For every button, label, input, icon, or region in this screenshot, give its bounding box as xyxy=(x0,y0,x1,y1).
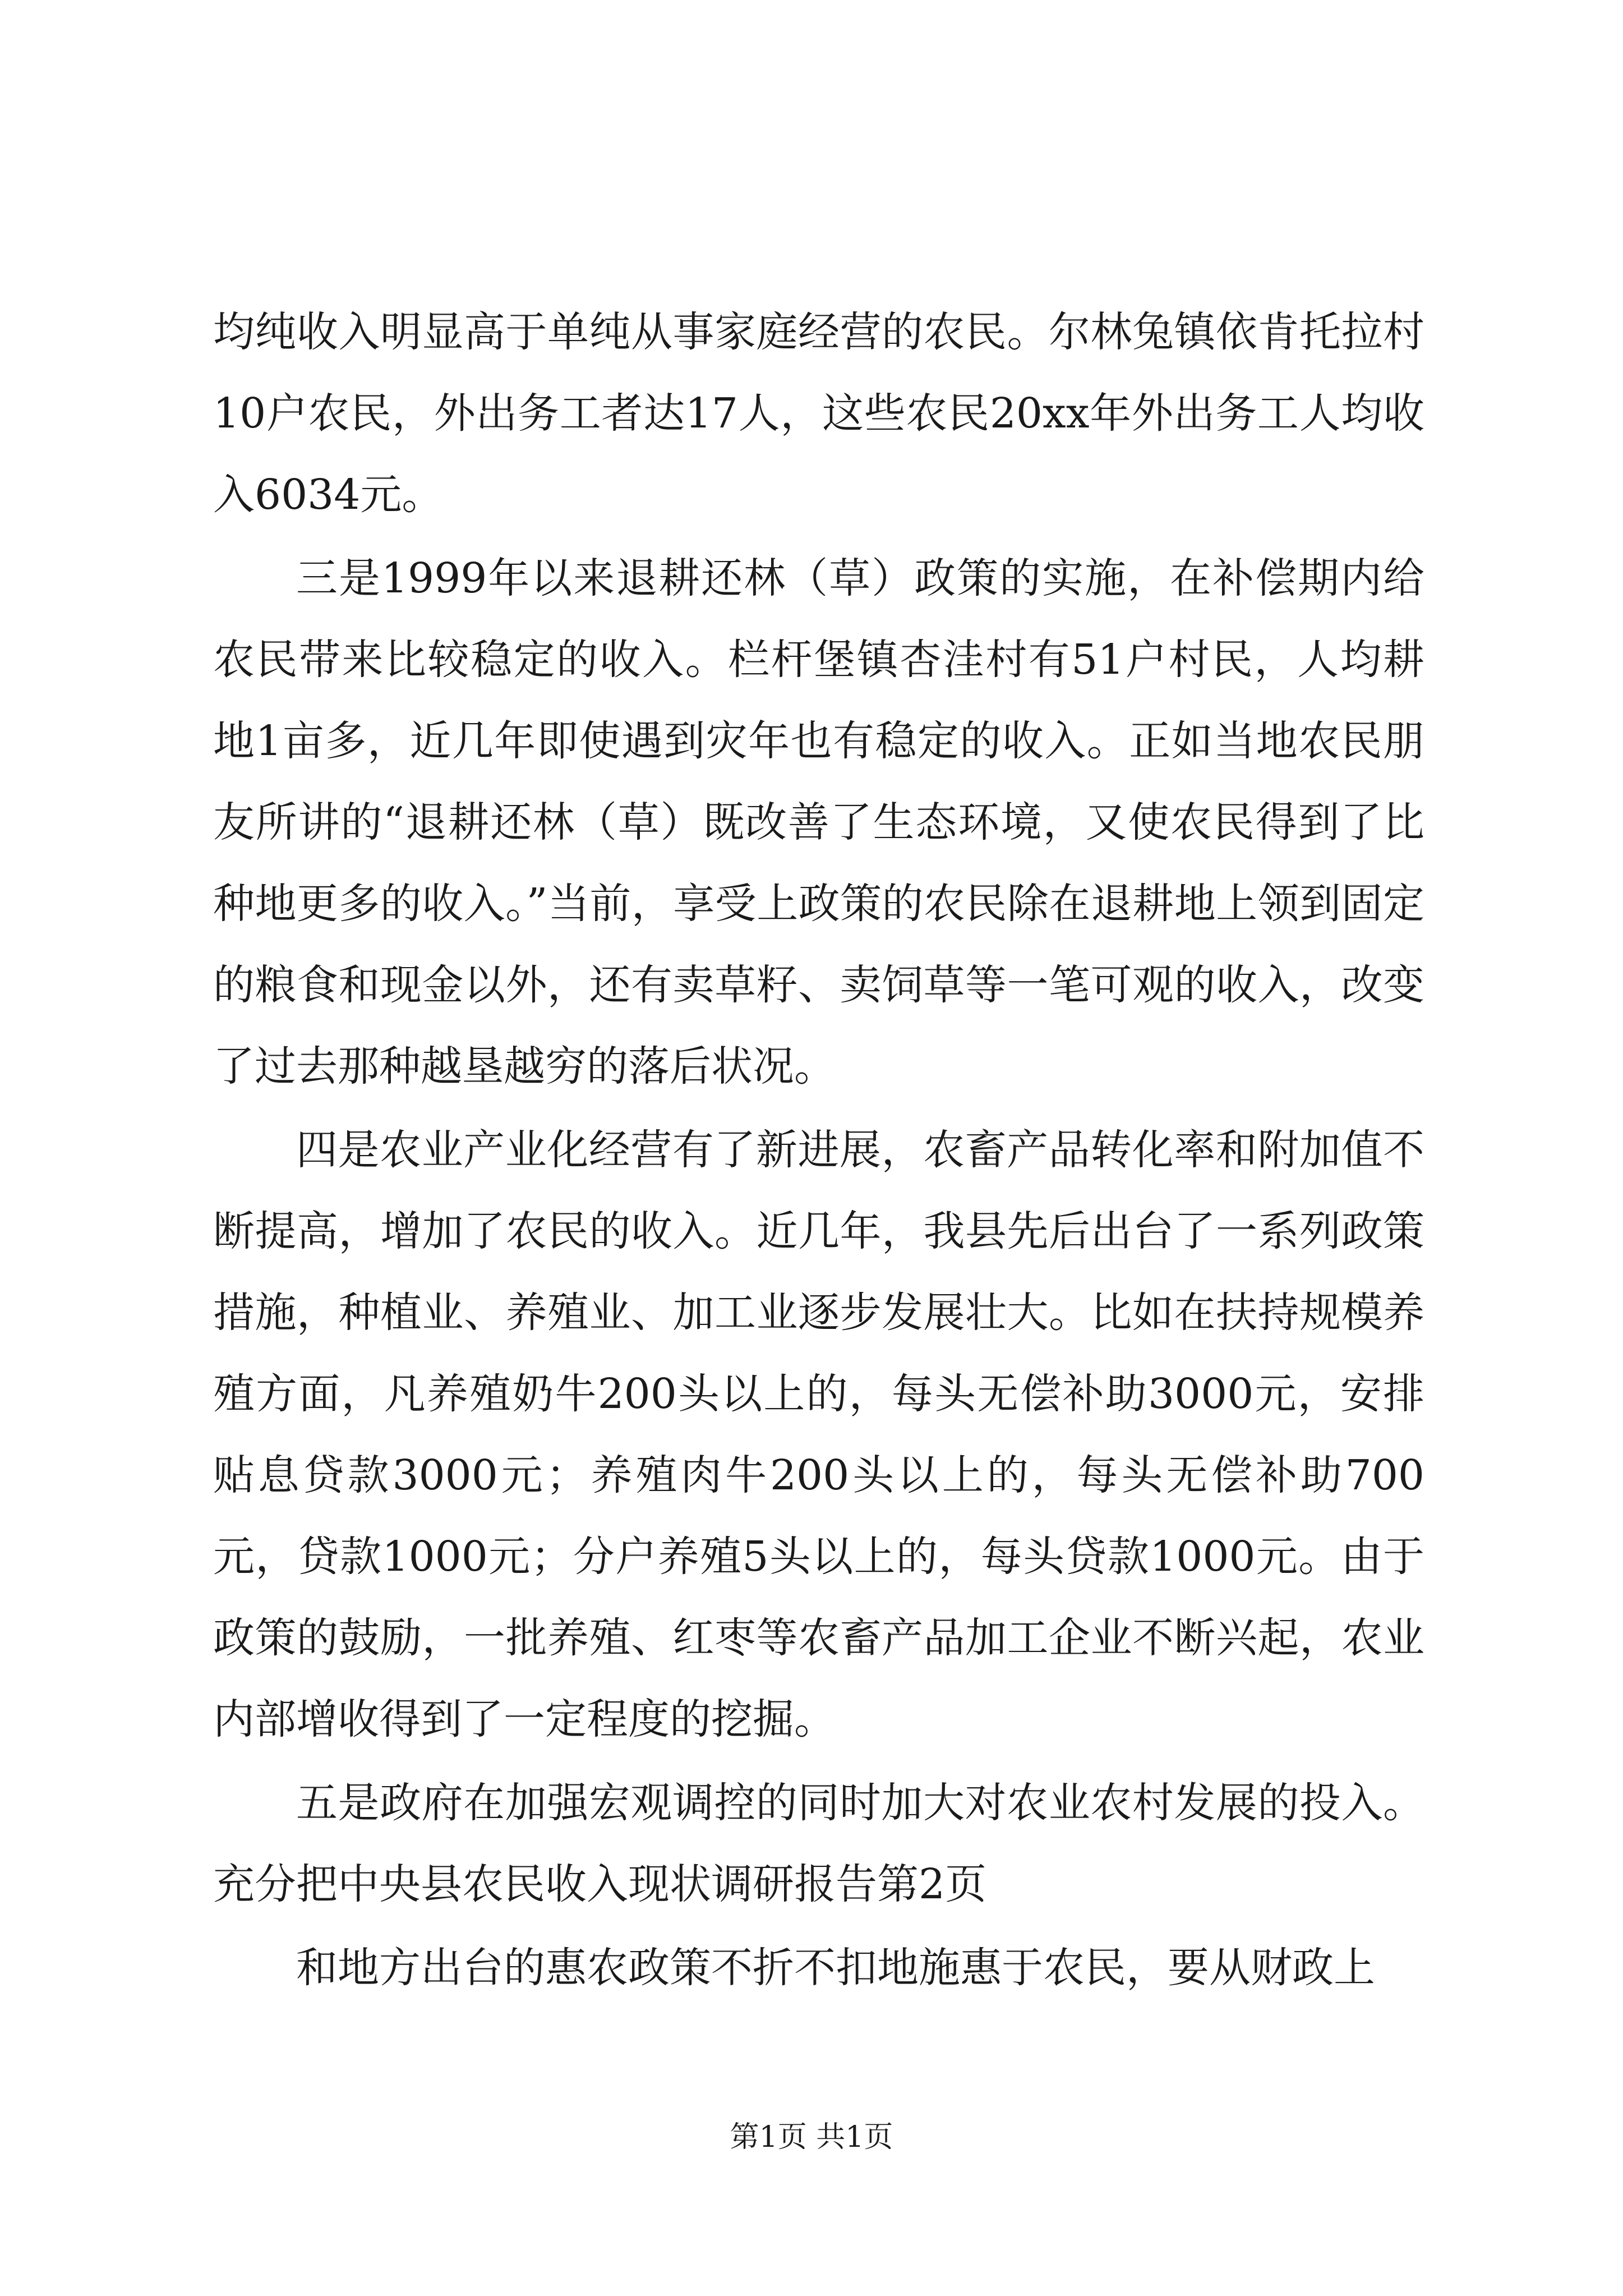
paragraph-4: 五是政府在加强宏观调控的同时加大对农业农村发展的投入。充分把中央县农民收入现状调研报告第2页 xyxy=(213,1779,1424,1908)
paragraph-5: 和地方出台的惠农政策不折不扣地施惠于农民，要从财政上 xyxy=(296,1944,1375,1992)
paragraph-1: 均纯收入明显高于单纯从事家庭经营的农民。尔林兔镇依肯托拉村10户农民，外出务工者达17人，这些农民20xx年外出务工人均收入6034元。 xyxy=(213,308,1424,519)
document-body xyxy=(213,292,1424,2011)
page-footer: 第1页 共1页 xyxy=(730,2120,893,2154)
paragraph-2: 三是1999年以来退耕还林（草）政策的实施，在补偿期内给农民带来比较稳定的收入。栏杆堡镇杏洼村有51户村民，人均耕地1亩多，近几年即使遇到灾年也有稳定的收入。正如当地农民朋友所讲的“退耕还林（草）既改善了生态环境，又使农民得到了比种地更多的收入。”当前，享受上政策的农民除在退耕地上领到固定的粮食和现金以外，还有卖草籽、卖饲草等一笔可观的收入，改变了过去那种越垦越穷的落后状况。 xyxy=(213,554,1424,1091)
paragraph-3: 四是农业产业化经营有了新进展，农畜产品转化率和附加值不断提高，增加了农民的收入。近几年，我县先后出台了一系列政策措施，种植业、养殖业、加工业逐步发展壮大。比如在扶持规模养殖方面，凡养殖奶牛200头以上的，每头无偿补助3000元，安排贴息贷款3000元；养殖肉牛200头以上的，每头无偿补助700元，贷款1000元；分户养殖5头以上的，每头贷款1000元。由于政策的鼓励，一批养殖、红枣等农畜产品加工企业不断兴起，农业内部增收得到了一定程度的挖掘。 xyxy=(213,1126,1424,1743)
